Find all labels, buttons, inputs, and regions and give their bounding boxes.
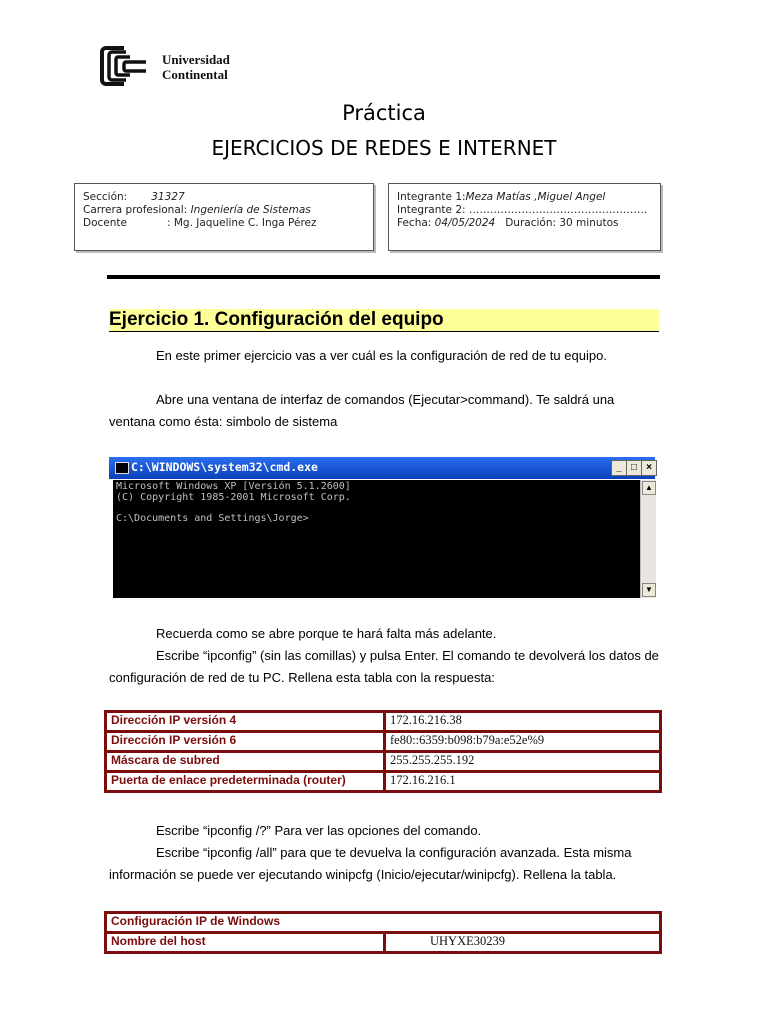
docente-value: : Mg. Jaqueline C. Inga Pérez bbox=[166, 217, 317, 229]
console-line bbox=[116, 503, 637, 514]
paragraph-4: Escribe “ipconfig” (sin las comillas) y pulsa Enter. El comando te devolverá los datos de configuración de red de tu PC. Rellena esta tabla con la respuesta: bbox=[109, 648, 659, 685]
cmd-window-screenshot bbox=[109, 457, 655, 600]
page-title: Práctica bbox=[342, 101, 426, 125]
minimize-icon: _ bbox=[611, 460, 627, 476]
fecha-line bbox=[397, 217, 652, 230]
integrante1-value: Meza Matías ,Miguel Angel bbox=[465, 191, 606, 203]
scroll-down-icon: ▼ bbox=[642, 583, 656, 597]
table-value: 172.16.216.38 bbox=[385, 712, 661, 732]
exercise-heading bbox=[109, 309, 659, 332]
logo-text bbox=[162, 52, 230, 82]
table-row bbox=[106, 732, 661, 752]
carrera-label: Carrera profesional: bbox=[83, 204, 188, 216]
cmd-scrollbar bbox=[640, 480, 656, 598]
integrante2-label: Integrante 2: bbox=[397, 204, 466, 216]
cmd-title: C:\WINDOWS\system32\cmd.exe bbox=[131, 460, 318, 474]
windows-ip-table bbox=[104, 911, 662, 954]
paragraph-1: En este primer ejercicio vas a ver cuál es la configuración de red de tu equipo. bbox=[156, 348, 607, 363]
seccion-line bbox=[83, 191, 365, 204]
duracion-text: Duración: 30 minutos bbox=[505, 217, 619, 229]
table-row bbox=[106, 933, 661, 953]
integrante2-value: …………………………………………… bbox=[468, 204, 648, 216]
scroll-up-icon: ▲ bbox=[642, 481, 656, 495]
table-header: Configuración IP de Windows bbox=[106, 913, 661, 933]
table-value: 172.16.216.1 bbox=[385, 772, 661, 792]
integrante2-line bbox=[397, 204, 652, 217]
console-line: C:\Documents and Settings\Jorge> bbox=[116, 512, 309, 524]
divider bbox=[107, 275, 660, 279]
table-label: Máscara de subred bbox=[106, 752, 385, 772]
cmd-console bbox=[113, 480, 640, 598]
table-header-row bbox=[106, 913, 661, 933]
integrante1-label: Integrante 1: bbox=[397, 191, 466, 203]
docente-label: Docente bbox=[83, 217, 127, 229]
ip-config-table bbox=[104, 710, 662, 793]
maximize-icon: □ bbox=[626, 460, 642, 476]
table-row bbox=[106, 712, 661, 732]
table-row bbox=[106, 752, 661, 772]
table-row bbox=[106, 772, 661, 792]
page-subtitle: EJERCICIOS DE REDES E INTERNET bbox=[211, 136, 557, 160]
cmd-titlebar bbox=[109, 457, 655, 479]
seccion-value: 31327 bbox=[151, 191, 185, 203]
fecha-value: 04/05/2024 bbox=[434, 217, 496, 229]
exercise-heading-text: Ejercicio 1. Configuración del equipo bbox=[109, 309, 444, 330]
logo-line-1: Universidad bbox=[162, 52, 230, 67]
table-label: Puerta de enlace predeterminada (router) bbox=[106, 772, 385, 792]
paragraph-6: Escribe “ipconfig /all” para que te devuelva la configuración avanzada. Esta misma información se puede ver ejecutando winipcfg (Inicio/ejecutar/winipcfg). Rellena la tabla. bbox=[109, 845, 632, 882]
close-icon: × bbox=[641, 460, 657, 476]
console-line: (C) Copyright 1985-2001 Microsoft Corp. bbox=[116, 491, 351, 503]
carrera-line bbox=[83, 204, 365, 217]
table-value: fe80::6359:b098:b79a:e52e%9 bbox=[385, 732, 661, 752]
course-info-box bbox=[74, 183, 374, 251]
integrante1-line bbox=[397, 191, 652, 204]
paragraph-2: Abre una ventana de interfaz de comandos (Ejecutar>command). Te saldrá una ventana como ésta: simbolo de sistema bbox=[109, 392, 615, 429]
table-label: Nombre del host bbox=[106, 933, 385, 953]
table-value: 255.255.255.192 bbox=[385, 752, 661, 772]
console-line: Microsoft Windows XP [Versión 5.1.2600] bbox=[116, 481, 351, 492]
docente-line bbox=[83, 217, 365, 230]
carrera-value: Ingeniería de Sistemas bbox=[190, 204, 311, 216]
table-value: UHYXE30239 bbox=[385, 933, 661, 953]
paragraph-5: Escribe “ipconfig /?” Para ver las opciones del comando. bbox=[156, 823, 482, 838]
fecha-label: Fecha: bbox=[397, 217, 435, 229]
seccion-label: Sección: bbox=[83, 191, 128, 203]
table-label: Dirección IP versión 6 bbox=[106, 732, 385, 752]
paragraph-3: Recuerda como se abre porque te hará falta más adelante. bbox=[156, 626, 497, 641]
cmd-icon bbox=[115, 462, 129, 474]
table-label: Dirección IP versión 4 bbox=[106, 712, 385, 732]
logo-line-2: Continental bbox=[162, 67, 228, 82]
team-info-box bbox=[388, 183, 661, 251]
